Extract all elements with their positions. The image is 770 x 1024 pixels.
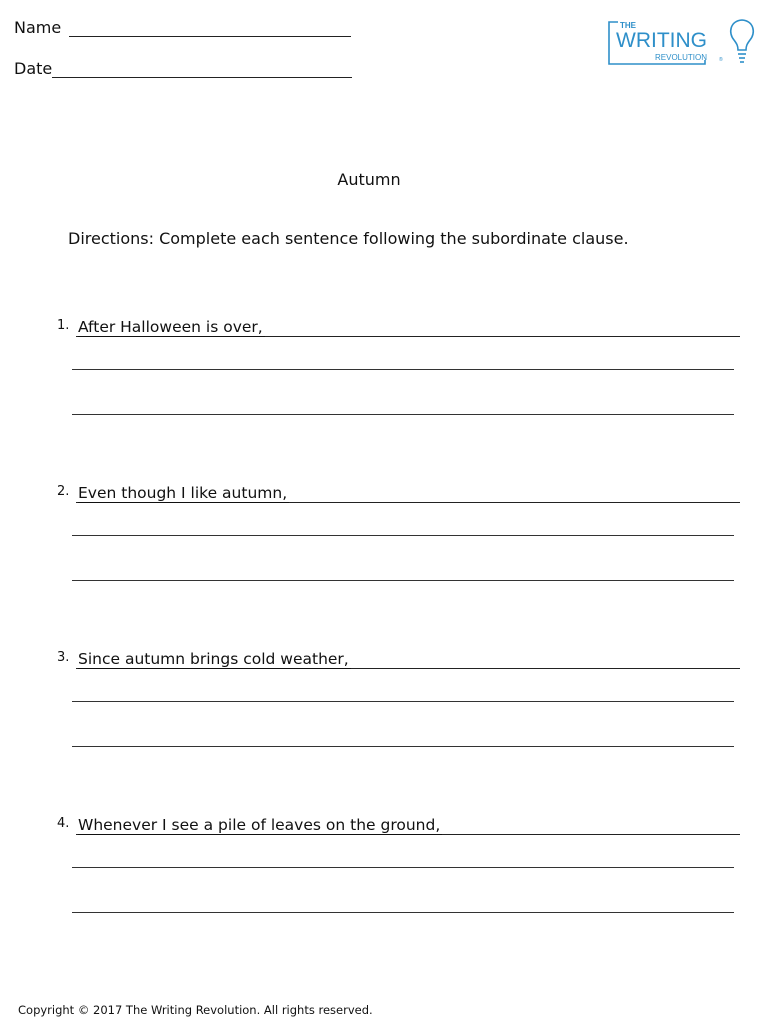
sentence-stem: Whenever I see a pile of leaves on the ground,	[78, 816, 441, 834]
item-number: 1.	[57, 318, 70, 333]
copyright-footer: Copyright © 2017 The Writing Revolution. All rights reserved.	[18, 1003, 373, 1017]
exercise-item	[0, 816, 770, 946]
answer-line[interactable]	[72, 746, 734, 747]
answer-line[interactable]	[72, 701, 734, 702]
answer-line[interactable]	[72, 414, 734, 415]
answer-line[interactable]	[72, 912, 734, 913]
directions-text: Directions: Complete each sentence following the subordinate clause.	[68, 229, 629, 248]
date-input-line[interactable]	[52, 59, 352, 78]
name-input-line[interactable]	[69, 18, 351, 37]
logo-registered-mark: ®	[719, 57, 723, 63]
name-field[interactable]	[14, 18, 351, 37]
name-label: Name	[14, 18, 62, 37]
sentence-stem: After Halloween is over,	[78, 318, 263, 336]
item-number: 3.	[57, 650, 70, 665]
sentence-stem: Since autumn brings cold weather,	[78, 650, 349, 668]
answer-line[interactable]	[72, 580, 734, 581]
answer-line[interactable]	[72, 867, 734, 868]
answer-line[interactable]	[72, 535, 734, 536]
exercise-item	[0, 318, 770, 448]
logo-the-text: THE	[620, 21, 636, 30]
exercise-item	[0, 484, 770, 614]
exercise-item	[0, 650, 770, 780]
answer-line[interactable]	[72, 369, 734, 370]
date-label: Date	[14, 59, 53, 78]
logo-writing-text: WRITING	[616, 29, 707, 52]
sentence-stem: Even though I like autumn,	[78, 484, 288, 502]
writing-revolution-logo	[607, 18, 757, 68]
item-number: 4.	[57, 816, 70, 831]
date-field[interactable]	[14, 59, 352, 78]
logo-revolution-text: REVOLUTION	[655, 53, 708, 62]
page-title: Autumn	[337, 170, 401, 189]
item-number: 2.	[57, 484, 70, 499]
